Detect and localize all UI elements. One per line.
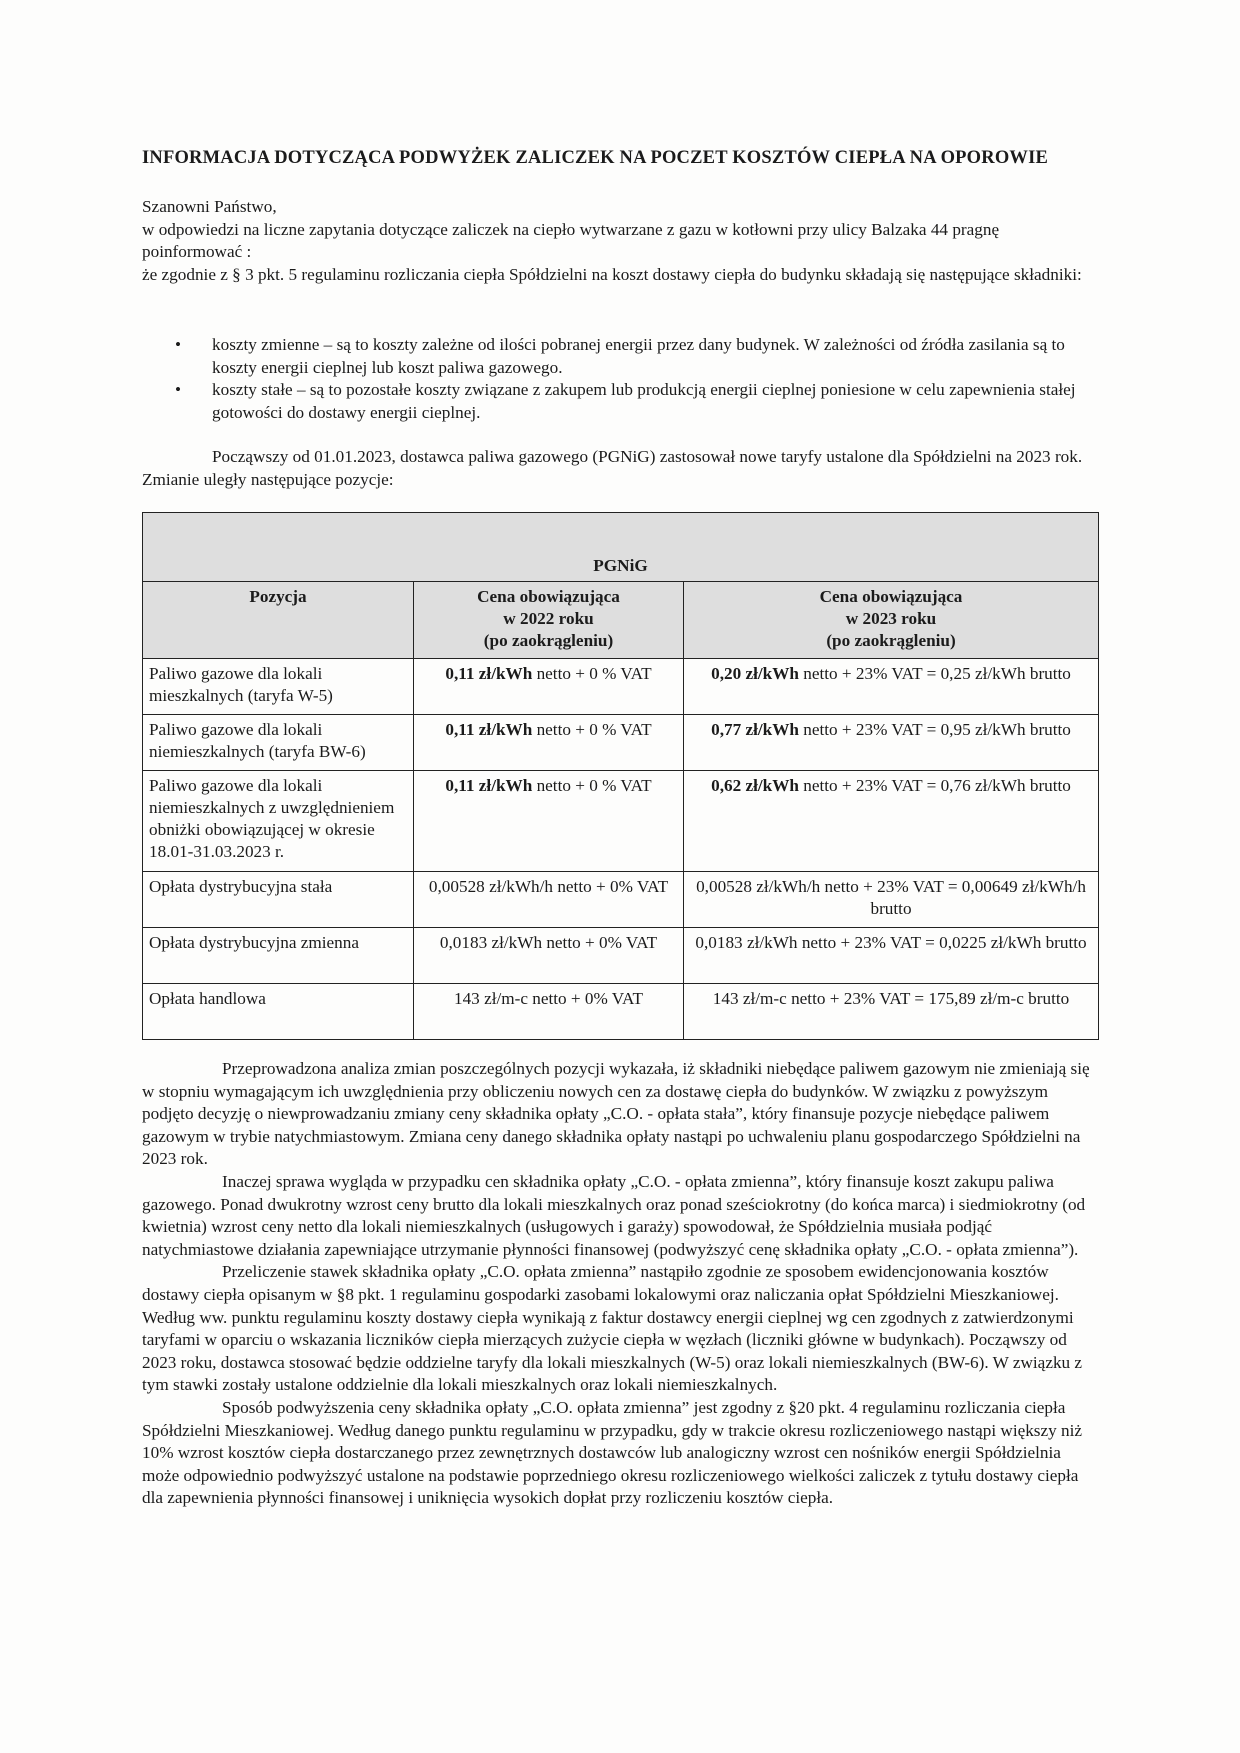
- document-title: INFORMACJA DOTYCZĄCA PODWYŻEK ZALICZEK NA POCZET KOSZTÓW CIEPŁA NA OPOROWIE: [142, 148, 1049, 168]
- supplier-header: PGNiG: [143, 513, 1099, 582]
- analysis-paragraph: Przeliczenie stawek składnika opłaty „C.O. opłata zmienna” nastąpiło zgodnie ze sposobem ewidencjonowania kosztów dostawy ciepła opisanym w §8 pkt. 1 regulaminu gospodarki zasobami lokalowymi oraz naliczania opłat Spółdzielni Mieszkaniowej. Według ww. punktu regulaminu koszty dostawy ciepła wynikają z faktur dostawcy energii cieplnej wg cen zgodnych z zatwierdzonymi taryfami w oparciu o wskazania liczników ciepła mierzących zużycie ciepła w węzłach (liczniki główne w budynkach). Począwszy od 2023 roku, dostawca stosować będzie oddzielne taryfy dla lokali mieszkalnych (W-5) oraz lokali niemieszkalnych (BW-6). W związku z tym stawki zostały ustalone oddzielnie dla lokali mieszkalnych oraz lokali niemieszkalnych.: [142, 1262, 1083, 1395]
- cell-price-2022: 0,00528 zł/kWh/h netto + 0% VAT: [414, 872, 684, 928]
- cell-price-2023: 0,20 zł/kWh netto + 23% VAT = 0,25 zł/kWh brutto: [684, 659, 1099, 715]
- analysis-paragraph: Przeprowadzona analiza zmian poszczególnych pozycji wykazała, iż składniki niebędące paliwem gazowym nie zmieniają się w stopniu wymagającym ich uwzględnienia przy obliczeniu nowych cen za dostawę ciepła do budynków. W związku z powyższym podjęto decyzję o niewprowadzaniu zmiany ceny składnika opłaty „C.O. - opłata stała”, który finansuje pozycje niebędące paliwem gazowym w trybie natychmiastowym. Zmiana ceny danego składnika opłaty nastąpi po uchwaleniu planu gospodarczego Spółdzielni na 2023 rok.: [142, 1059, 1090, 1169]
- intro-section: [142, 196, 1102, 286]
- cell-price-2022: 0,11 zł/kWh netto + 0 % VAT: [414, 771, 684, 872]
- cell-position: Opłata handlowa: [143, 984, 414, 1040]
- column-header-price-2023: Cena obowiązująca w 2023 roku (po zaokrągleniu): [684, 582, 1099, 659]
- table-row: [143, 872, 1099, 928]
- table-row: [143, 715, 1099, 771]
- cell-price-2023: 0,0183 zł/kWh netto + 23% VAT = 0,0225 zł/kWh brutto: [684, 928, 1099, 984]
- bullet-icon: •: [175, 335, 182, 354]
- tariff-intro-paragraph: Począwszy od 01.01.2023, dostawca paliwa gazowego (PGNiG) zastosował nowe taryfy ustalone dla Spółdzielni na 2023 rok. Zmianie uległy następujące pozycje:: [142, 447, 1083, 489]
- bullet-icon: •: [175, 380, 182, 400]
- price-net-value: 0,20 zł/kWh: [711, 664, 799, 683]
- analysis-paragraph: Inaczej sprawa wygląda w przypadku cen składnika opłaty „C.O. - opłata zmienna”, który finansuje koszt zakupu paliwa gazowego. Ponad dwukrotny wzrost ceny brutto dla lokali mieszkalnych oraz ponad sześciokrotny (do końca marca) i siedmiokrotny (od kwietnia) wzrost ceny netto dla lokali niemieszkalnych (usługowych i garaży) spowodował, że Spółdzielnia musiała podjąć natychmiastowe działania zapewniające utrzymanie płynności finansowej (podwyższyć cenę składnika opłaty „C.O. - opłata zmienna”).: [142, 1171, 1086, 1259]
- price-net-value: 0,62 zł/kWh: [711, 776, 799, 795]
- intro-paragraph: w odpowiedzi na liczne zapytania dotyczące zaliczek na ciepło wytwarzane z gazu w kotłowni przy ulicy Balzaka 44 pragnę poinformować :: [142, 219, 1000, 262]
- cell-price-2023: 0,77 zł/kWh netto + 23% VAT = 0,95 zł/kWh brutto: [684, 715, 1099, 771]
- list-item: • koszty stałe – są to pozostałe koszty związane z zakupem lub produkcją energii cieplnej poniesione w celu zapewnienia stałej gotowości do dostawy energii cieplnej.: [175, 380, 1076, 422]
- tariff-table: [142, 512, 1099, 1040]
- cell-price-2022: 0,0183 zł/kWh netto + 0% VAT: [414, 928, 684, 984]
- analysis-paragraph: Sposób podwyższenia ceny składnika opłaty „C.O. opłata zmienna” jest zgodny z §20 pkt. 4 regulaminu rozliczania ciepła Spółdzielni Mieszkaniowej. Według danego punktu regulaminu w przypadku, gdy w trakcie okresu rozliczeniowego nastąpi większy niż 10% wzrost kosztów ciepła dostarczanego przez zewnętrznych dostawców lub analogiczny wzrost cen nośników energii Spółdzielnia może odpowiednio podwyższyć ustalone na podstawie poprzedniego okresu rozliczeniowego wielkości zaliczek z tytułu dostawy ciepła dla zapewnienia płynności finansowej i uniknięcia wysokich dopłat przy rozliczeniu kosztów ciepła.: [142, 1397, 1083, 1508]
- cell-position: Opłata dystrybucyjna stała: [143, 872, 414, 928]
- cell-price-2023: 0,00528 zł/kWh/h netto + 23% VAT = 0,00649 zł/kWh/h brutto: [684, 872, 1099, 928]
- tariff-table-wrapper: [142, 512, 1098, 1040]
- cell-position: Paliwo gazowe dla lokali mieszkalnych (taryfa W-5): [143, 659, 414, 715]
- table-row: [143, 928, 1099, 984]
- price-net-value: 0,11 zł/kWh: [445, 776, 533, 795]
- cell-price-2023: 143 zł/m-c netto + 23% VAT = 175,89 zł/m-c brutto: [684, 984, 1099, 1040]
- cell-position: Opłata dystrybucyjna zmienna: [143, 928, 414, 984]
- intro-paragraph: że zgodnie z § 3 pkt. 5 regulaminu rozliczania ciepła Spółdzielni na koszt dostawy ciepła do budynku składają się następujące składniki:: [142, 264, 1082, 284]
- cell-price-2022: 143 zł/m-c netto + 0% VAT: [414, 984, 684, 1040]
- cost-components-list: [142, 334, 1102, 424]
- cell-position: Paliwo gazowe dla lokali niemieszkalnych (taryfa BW-6): [143, 715, 414, 771]
- salutation: Szanowni Państwo,: [142, 197, 277, 216]
- analysis-section: [142, 1058, 1102, 1510]
- price-net-value: 0,11 zł/kWh: [445, 664, 533, 683]
- cell-price-2022: 0,11 zł/kWh netto + 0 % VAT: [414, 659, 684, 715]
- table-row: [143, 984, 1099, 1040]
- list-item: • koszty zmienne – są to koszty zależne od ilości pobranej energii przez dany budynek. W zależności od źródła zasilania są to koszty energii cieplnej lub koszt paliwa gazowego.: [175, 335, 1065, 377]
- price-net-value: 0,11 zł/kWh: [445, 720, 533, 739]
- cell-price-2022: 0,11 zł/kWh netto + 0 % VAT: [414, 715, 684, 771]
- column-header-price-2022: Cena obowiązująca w 2022 roku (po zaokrągleniu): [414, 582, 684, 659]
- table-row: [143, 659, 1099, 715]
- cell-price-2023: 0,62 zł/kWh netto + 23% VAT = 0,76 zł/kWh brutto: [684, 771, 1099, 872]
- table-row: [143, 771, 1099, 872]
- price-net-value: 0,77 zł/kWh: [711, 720, 799, 739]
- cell-position: Paliwo gazowe dla lokali niemieszkalnych z uwzględnieniem obniżki obowiązującej w okresie 18.01-31.03.2023 r.: [143, 771, 414, 872]
- column-header-position: Pozycja: [143, 582, 414, 659]
